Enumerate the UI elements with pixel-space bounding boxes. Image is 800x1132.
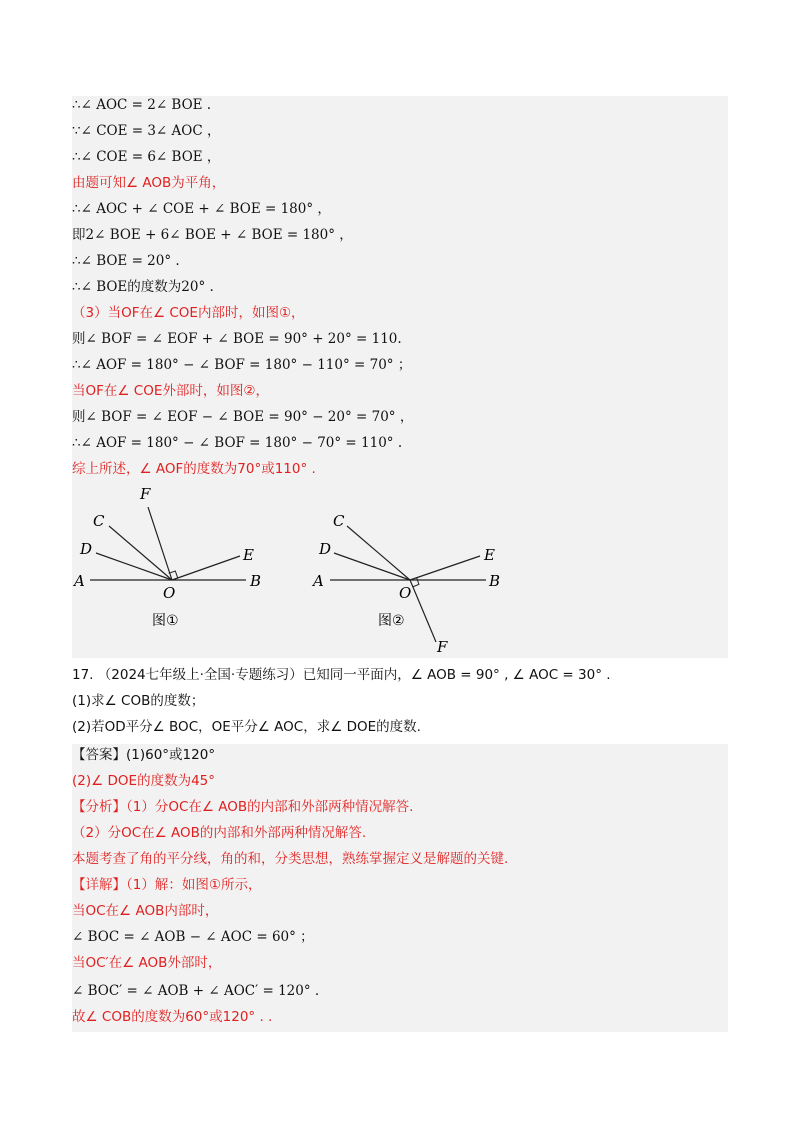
- answer-line: (2)∠ DOE的度数为45°: [72, 773, 215, 789]
- solution-line: ∴∠ AOC = 2∠ BOE .: [72, 97, 212, 113]
- label-b: B: [250, 572, 262, 590]
- label-a: A: [74, 572, 85, 590]
- detail-line: 故∠ COB的度数为60°或120° . .: [72, 1009, 273, 1025]
- detail-line: ∠ BOC = ∠ AOB − ∠ AOC = 60° ；: [72, 929, 314, 945]
- label-c: C: [333, 512, 345, 530]
- label-b: B: [489, 572, 501, 590]
- figure-2: [311, 512, 500, 656]
- label-e: E: [484, 546, 495, 564]
- detail-line: ∠ BOC′ = ∠ AOB + ∠ AOC′ = 120° .: [72, 983, 320, 999]
- ray-of: [410, 580, 436, 642]
- analysis-line: （2）分OC在∠ AOB的内部和外部两种情况解答.: [72, 825, 367, 841]
- ray-od: [96, 553, 172, 580]
- solution-line: ∴∠ AOC + ∠ COE + ∠ BOE = 180° ，: [72, 201, 331, 217]
- analysis-line: 【分析】（1）分OC在∠ AOB的内部和外部两种情况解答.: [72, 799, 414, 815]
- solution-line: ∴∠ AOF = 180° − ∠ BOF = 180° − 70° = 110° .: [72, 435, 403, 451]
- solution-line: （3）当OF在∠ COE内部时，如图①，: [72, 305, 305, 321]
- label-e: E: [243, 546, 254, 564]
- problem-17-stem: 17. （2024七年级上·全国·专题练习）已知同一平面内，∠ AOB = 90° , ∠ AOC = 30° .: [72, 667, 611, 683]
- label-d: D: [80, 540, 93, 558]
- solution-line: ∴∠ AOF = 180° − ∠ BOF = 180° − 110° = 70° ；: [72, 357, 412, 373]
- solution-line: ∴∠ BOE的度数为20° .: [72, 279, 214, 295]
- figure-1-caption: 图①: [152, 613, 179, 629]
- solution-line: 则∠ BOF = ∠ EOF − ∠ BOE = 90° − 20° = 70° ，: [72, 409, 414, 425]
- ray-oe: [410, 556, 480, 580]
- answer-line: 【答案】(1)60°或120°: [72, 747, 216, 763]
- figure-2-caption: 图②: [378, 613, 405, 629]
- solution-line: 综上所述，∠ AOF的度数为70°或110° .: [72, 461, 316, 477]
- label-f: F: [140, 485, 151, 503]
- solution-line: ∴∠ COE = 6∠ BOE ，: [72, 149, 221, 165]
- solution-line: 由题可知∠ AOB为平角，: [72, 175, 226, 191]
- angle-figures: [0, 480, 800, 660]
- label-d: D: [319, 540, 332, 558]
- detail-line: 当OC′在∠ AOB外部时，: [72, 955, 222, 971]
- problem-17-question-1: (1)求∠ COB的度数；: [72, 693, 205, 709]
- solution-line: ∴∠ BOE = 20° .: [72, 253, 180, 269]
- ray-oe: [172, 556, 240, 580]
- label-a: A: [313, 572, 324, 590]
- solution-line: 则∠ BOF = ∠ EOF + ∠ BOE = 90° + 20° = 110.: [72, 331, 402, 347]
- detail-line: 【详解】（1）解：如图①所示，: [72, 877, 262, 893]
- solution-line: 即2∠ BOE + 6∠ BOE + ∠ BOE = 180° ，: [72, 227, 353, 243]
- problem-17-question-2: (2)若OD平分∠ BOC，OE平分∠ AOC，求∠ DOE的度数.: [72, 719, 421, 735]
- detail-line: 当OC在∠ AOB内部时，: [72, 903, 219, 919]
- ray-oc: [347, 526, 410, 580]
- solution-line: 当OF在∠ COE外部时，如图②，: [72, 383, 269, 399]
- label-o: O: [399, 584, 412, 602]
- solution-line: ∵∠ COE = 3∠ AOC ，: [72, 123, 221, 139]
- label-c: C: [93, 512, 105, 530]
- figure-1: [72, 485, 261, 629]
- analysis-line: 本题考查了角的平分线，角的和，分类思想，熟练掌握定义是解题的关键.: [72, 851, 509, 867]
- label-f: F: [437, 638, 448, 656]
- ray-od: [334, 553, 410, 580]
- label-o: O: [163, 584, 176, 602]
